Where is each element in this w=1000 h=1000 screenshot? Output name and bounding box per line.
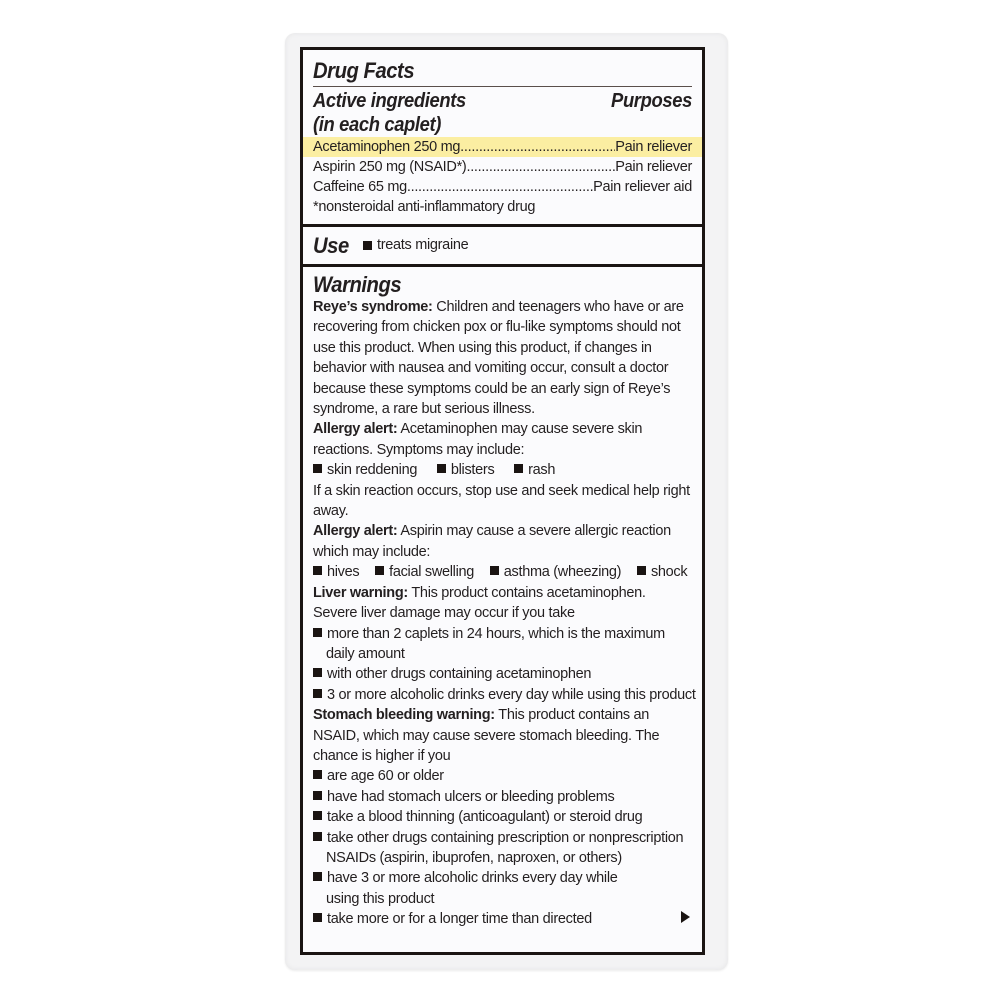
- list-item: have 3 or more alcoholic drinks every day while using this product: [313, 868, 692, 909]
- square-bullet-icon: [313, 832, 322, 841]
- allergy-text: Acetaminophen may cause severe skin reactions. Symptoms may include:: [313, 421, 643, 458]
- list-item: rash: [514, 462, 555, 478]
- panel-title: Drug Facts: [313, 58, 415, 83]
- list-item: asthma (wheezing): [490, 564, 621, 580]
- ingredient-row: [303, 177, 702, 197]
- list-item: facial swelling: [375, 564, 474, 580]
- list-item: 3 or more alcoholic drinks every day while using this product: [313, 685, 692, 705]
- ingredient-name: Caffeine 65 mg: [313, 179, 407, 195]
- warnings-section: [303, 267, 702, 933]
- leader-dots: [466, 157, 615, 177]
- active-ingredients-subheading: (in each caplet): [313, 114, 442, 136]
- square-bullet-icon: [313, 689, 322, 698]
- purposes-heading: Purposes: [611, 90, 692, 112]
- ingredient-name: Acetaminophen 250 mg: [313, 139, 461, 155]
- ingredients-header: [313, 89, 692, 137]
- stomach-label: Stomach bleeding warning:: [313, 707, 495, 724]
- allergy-text: Aspirin may cause a severe allergic reaction which may include:: [313, 523, 671, 560]
- list-item: are age 60 or older: [313, 766, 692, 786]
- use-section: [303, 227, 702, 264]
- square-bullet-icon: [363, 241, 372, 250]
- drug-facts-panel: [300, 47, 705, 955]
- leader-dots: [460, 137, 615, 157]
- square-bullet-icon: [313, 566, 322, 575]
- ingredient-name: Aspirin 250 mg (NSAID*): [313, 159, 467, 175]
- leader-dots: [407, 177, 593, 197]
- square-bullet-icon: [313, 770, 322, 779]
- skin-reaction-advice: If a skin reaction occurs, stop use and seek medical help right away.: [313, 482, 690, 520]
- allergy-alert-aspirin: [313, 521, 692, 562]
- warnings-heading: Warnings: [313, 272, 402, 297]
- list-item: more than 2 caplets in 24 hours, which is the maximum daily amount: [313, 624, 692, 665]
- ingredient-purpose: Pain reliever aid: [593, 179, 692, 195]
- active-ingredients-section: [303, 50, 702, 224]
- title-divider: [313, 86, 692, 87]
- list-item: shock: [637, 564, 687, 580]
- reyes-label: Reye’s syndrome:: [313, 299, 433, 315]
- square-bullet-icon: [437, 464, 446, 473]
- square-bullet-icon: [313, 913, 322, 922]
- list-item: blisters: [437, 462, 495, 478]
- continued-arrow-icon: [681, 911, 690, 923]
- list-item: hives: [313, 564, 359, 580]
- reyes-text: Children and teenagers who have or are recovering from chicken pox or flu-like symptoms should not use this product. When using this product, if changes in behavior with nausea and vomiting occur, consult a doctor because these symptoms could be an early sign of Reye’s syndrome, a rare but serious illness.: [313, 299, 684, 418]
- square-bullet-icon: [313, 811, 322, 820]
- nsaid-footnote: *nonsteroidal anti-inflammatory drug: [313, 199, 536, 215]
- liver-text: This product contains acetaminophen. Severe liver damage may occur if you take: [313, 584, 646, 622]
- list-item: take more or for a longer time than directed: [313, 909, 692, 929]
- allergy-label: Allergy alert:: [313, 523, 398, 540]
- list-item: have had stomach ulcers or bleeding problems: [313, 787, 692, 807]
- list-item: skin reddening: [313, 462, 417, 478]
- ingredient-row: [303, 137, 702, 157]
- ingredient-row: [303, 157, 702, 177]
- stomach-bleeding-warning: [313, 705, 692, 766]
- square-bullet-icon: [375, 566, 384, 575]
- list-item: with other drugs containing acetaminophen: [313, 664, 692, 684]
- skin-symptoms-list: [313, 460, 692, 480]
- liver-warning: [313, 583, 692, 624]
- list-item: take other drugs containing prescription or nonprescription NSAIDs (aspirin, ibuprofen, naproxen, or others): [313, 828, 692, 869]
- list-item: take a blood thinning (anticoagulant) or steroid drug: [313, 807, 692, 827]
- square-bullet-icon: [490, 566, 499, 575]
- stomach-text: This product contains an NSAID, which may cause severe stomach bleeding. The chance is higher if you: [313, 707, 660, 764]
- square-bullet-icon: [637, 566, 646, 575]
- ingredient-purpose: Pain reliever: [615, 139, 692, 155]
- square-bullet-icon: [313, 668, 322, 677]
- square-bullet-icon: [313, 791, 322, 800]
- reyes-syndrome-warning: [313, 297, 692, 419]
- allergy-label: Allergy alert:: [313, 421, 398, 438]
- liver-label: Liver warning:: [313, 584, 408, 601]
- square-bullet-icon: [313, 464, 322, 473]
- square-bullet-icon: [313, 872, 322, 881]
- use-item: treats migraine: [377, 237, 469, 254]
- active-ingredients-heading: Active ingredients: [313, 90, 466, 112]
- square-bullet-icon: [514, 464, 523, 473]
- square-bullet-icon: [313, 628, 322, 637]
- use-heading: Use: [313, 232, 349, 258]
- ingredient-purpose: Pain reliever: [615, 159, 692, 175]
- allergic-reaction-list: [313, 562, 692, 582]
- allergy-alert-acetaminophen: [313, 419, 692, 460]
